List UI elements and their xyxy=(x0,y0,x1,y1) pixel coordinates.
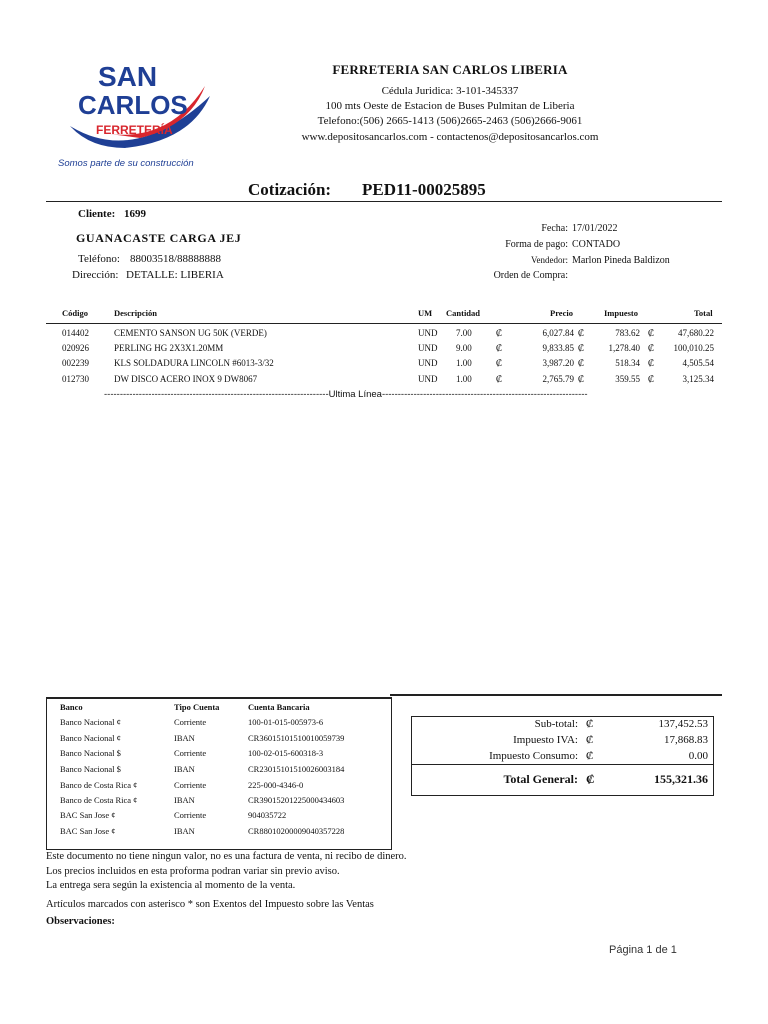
quote-title: Cotización: xyxy=(248,180,332,199)
seller-label: Vendedor: xyxy=(531,255,568,265)
header-divider xyxy=(46,201,722,202)
row4-currency: ₡ xyxy=(496,374,503,384)
row4-total: 3,125.34 xyxy=(682,374,714,384)
row3-um: UND xyxy=(418,358,438,368)
row1-qty: 7.00 xyxy=(456,328,472,338)
bank-row1-bank: Banco Nacional ¢ xyxy=(60,717,121,727)
bank-row5-account: 225-000-4346-0 xyxy=(248,780,304,790)
bank-row4-account: CR23015101510026003184 xyxy=(248,764,345,774)
row4-qty: 1.00 xyxy=(456,374,472,384)
row4-desc: DW DISCO ACERO INOX 9 DW8067 xyxy=(114,374,258,384)
payment-label: Forma de pago: xyxy=(505,239,568,250)
row4-code: 012730 xyxy=(62,374,89,384)
row3-currency-3: ₡ xyxy=(648,358,655,368)
bank-section-rule xyxy=(390,694,722,696)
bank-row2-type: IBAN xyxy=(174,733,195,743)
bank-header-account: Cuenta Bancaria xyxy=(248,702,310,712)
logo-text-carlos: CARLOS xyxy=(78,90,188,120)
bank-row8-bank: BAC San Jose ¢ xyxy=(60,826,116,836)
company-phones: Telefono:(506) 2665-1413 (506)2665-2463 (506)2666-9061 xyxy=(317,115,583,127)
row2-currency: ₡ xyxy=(496,343,503,353)
row2-desc: PERLING HG 2X3X1.20MM xyxy=(114,343,224,353)
row3-price: 3,987.20 xyxy=(542,358,574,368)
logo-graphic xyxy=(40,56,220,174)
bank-row7-type: Corriente xyxy=(174,810,207,820)
row1-currency-2: ₡ xyxy=(578,328,585,338)
row3-desc: KLS SOLDADURA LINCOLN #6013-3/32 xyxy=(114,358,274,368)
row4-price: 2,765.79 xyxy=(542,374,574,384)
client-address-label: Dirección: xyxy=(72,269,119,281)
row2-price: 9,833.85 xyxy=(542,343,574,353)
date-value: 17/01/2022 xyxy=(572,223,618,234)
col-header-total: Total xyxy=(694,308,713,318)
subtotal-label: Sub-total: xyxy=(534,718,578,730)
last-line-marker: -----------------------------------------------------------------------Ultima Línea----------------------------------------------------------------- xyxy=(104,389,588,400)
subtotal-value: 137,452.53 xyxy=(658,718,708,730)
row3-code: 002239 xyxy=(62,358,89,368)
bank-row1-type: Corriente xyxy=(174,717,207,727)
company-cedula: Cédula Juridica: 3-101-345337 xyxy=(381,85,519,97)
col-header-qty: Cantidad xyxy=(446,308,481,318)
row4-tax: 359.55 xyxy=(615,374,640,384)
bank-row3-type: Corriente xyxy=(174,748,207,758)
iva-label: Impuesto IVA: xyxy=(513,734,578,746)
col-header-tax: Impuesto xyxy=(604,308,639,318)
row2-tax: 1,278.40 xyxy=(608,343,640,353)
company-address: 100 mts Oeste de Estacion de Buses Pulmitan de Liberia xyxy=(325,100,575,112)
seller-value: Marlon Pineda Baldizon xyxy=(572,255,670,266)
row3-tax: 518.34 xyxy=(615,358,640,368)
row1-desc: CEMENTO SANSON UG 50K (VERDE) xyxy=(114,328,267,338)
col-header-desc: Descripción xyxy=(114,308,157,318)
iva-currency: ₡ xyxy=(586,734,594,746)
disclaimer-1: Este documento no tiene ningun valor, no es una factura de venta, ni recibo de dinero. xyxy=(46,851,407,862)
row3-qty: 1.00 xyxy=(456,358,472,368)
row1-um: UND xyxy=(418,328,438,338)
bank-row8-account: CR88010200009040357228 xyxy=(248,826,345,836)
disclaimer-4: Artículos marcados con asterisco * son Exentos del Impuesto sobre las Ventas xyxy=(46,899,374,910)
disclaimer-3: La entrega sera según la existencia al momento de la venta. xyxy=(46,880,296,891)
subtotal-currency: ₡ xyxy=(586,718,594,730)
observations-label: Observaciones: xyxy=(46,916,115,927)
row2-currency-3: ₡ xyxy=(648,343,655,353)
bank-row5-type: Corriente xyxy=(174,780,207,790)
row1-total: 47,680.22 xyxy=(678,328,714,338)
client-phone: 88003518/88888888 xyxy=(130,253,222,265)
logo-text-ferreteria: FERRETERÍA xyxy=(96,123,173,137)
total-general-label: Total General: xyxy=(503,772,578,786)
disclaimer-2: Los precios incluidos en esta proforma podran variar sin previo aviso. xyxy=(46,866,340,877)
date-label: Fecha: xyxy=(541,223,568,234)
client-name: GUANACASTE CARGA JEJ xyxy=(76,231,242,245)
bank-row1-account: 100-01-015-005973-6 xyxy=(248,717,324,727)
consumo-currency: ₡ xyxy=(586,750,594,762)
row2-currency-2: ₡ xyxy=(578,343,585,353)
bank-row7-account: 904035722 xyxy=(248,810,287,820)
client-phone-label: Teléfono: xyxy=(78,253,120,265)
row1-price: 6,027.84 xyxy=(542,328,574,338)
company-name: FERRETERIA SAN CARLOS LIBERIA xyxy=(332,62,568,77)
bank-row4-bank: Banco Nacional $ xyxy=(60,764,121,774)
company-web: www.depositosancarlos.com - contactenos@depositosancarlos.com xyxy=(301,131,599,143)
row2-code: 020926 xyxy=(62,343,89,353)
row1-code: 014402 xyxy=(62,328,89,338)
bank-row6-account: CR39015201225000434603 xyxy=(248,795,345,805)
bank-row2-account: CR36015101510010059739 xyxy=(248,733,345,743)
row2-um: UND xyxy=(418,343,438,353)
company-logo xyxy=(40,56,220,174)
logo-text-san: SAN xyxy=(98,61,158,92)
total-general-value: 155,321.36 xyxy=(654,772,708,786)
quote-number: PED11-00025895 xyxy=(362,180,486,199)
bank-row6-bank: Banco de Costa Rica ¢ xyxy=(60,795,138,805)
consumo-label: Impuesto Consumo: xyxy=(489,750,578,762)
bank-row4-type: IBAN xyxy=(174,764,195,774)
client-label: Cliente: xyxy=(78,208,116,220)
row3-currency: ₡ xyxy=(496,358,503,368)
row2-qty: 9.00 xyxy=(456,343,472,353)
page-number: Página 1 de 1 xyxy=(609,944,677,956)
row3-currency-2: ₡ xyxy=(578,358,585,368)
logo-tagline: Somos parte de su construcción xyxy=(58,158,194,169)
bank-row3-account: 100-02-015-600318-3 xyxy=(248,748,324,758)
consumo-value: 0.00 xyxy=(688,750,708,762)
col-header-um: UM xyxy=(418,308,433,318)
iva-value: 17,868.83 xyxy=(664,734,708,746)
row4-currency-3: ₡ xyxy=(648,374,655,384)
bank-header-type: Tipo Cuenta xyxy=(174,702,220,712)
client-address: DETALLE: LIBERIA xyxy=(126,269,224,281)
row1-currency: ₡ xyxy=(496,328,503,338)
payment-value: CONTADO xyxy=(572,239,621,250)
table-divider xyxy=(46,323,722,324)
client-id: 1699 xyxy=(124,208,146,220)
bank-row5-bank: Banco de Costa Rica ¢ xyxy=(60,780,138,790)
bank-row3-bank: Banco Nacional $ xyxy=(60,748,121,758)
row3-total: 4,505.54 xyxy=(682,358,714,368)
bank-row6-type: IBAN xyxy=(174,795,195,805)
order-label: Orden de Compra: xyxy=(493,270,568,281)
row2-total: 100,010.25 xyxy=(673,343,714,353)
total-general-currency: ₡ xyxy=(586,772,595,786)
bank-header-bank: Banco xyxy=(60,702,83,712)
col-header-code: Código xyxy=(62,308,88,318)
row1-tax: 783.62 xyxy=(615,328,640,338)
bank-row7-bank: BAC San Jose ¢ xyxy=(60,810,116,820)
row1-currency-3: ₡ xyxy=(648,328,655,338)
row4-um: UND xyxy=(418,374,438,384)
bank-row2-bank: Banco Nacional ¢ xyxy=(60,733,121,743)
bank-row8-type: IBAN xyxy=(174,826,195,836)
totals-divider xyxy=(411,764,713,765)
row4-currency-2: ₡ xyxy=(578,374,585,384)
col-header-price: Precio xyxy=(550,308,573,318)
